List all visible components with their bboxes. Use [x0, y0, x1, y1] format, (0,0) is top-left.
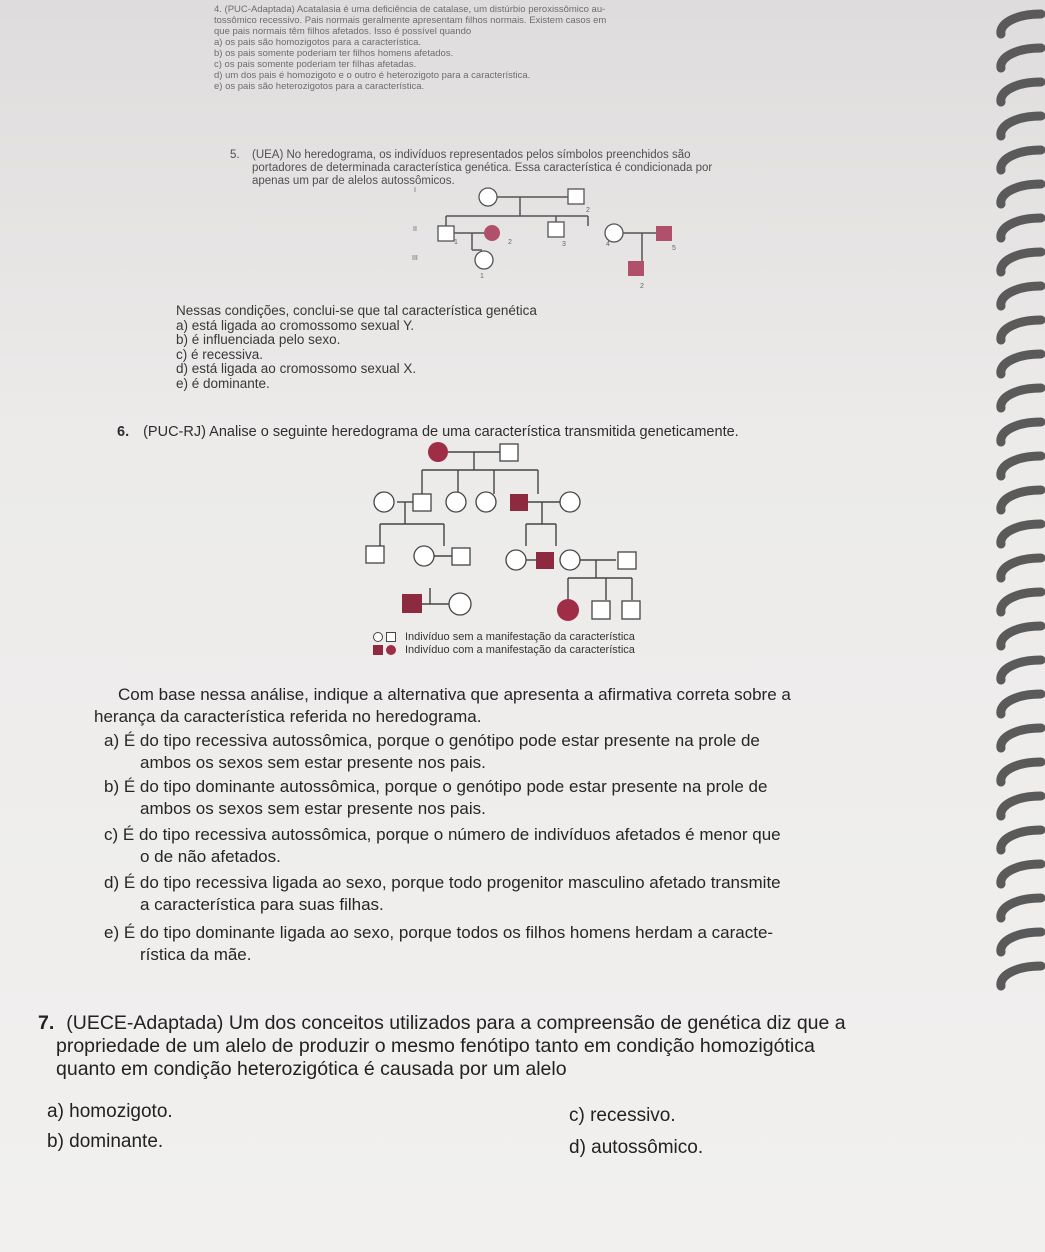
- q6-legend: [373, 630, 635, 656]
- q6-option-c: [94, 824, 994, 868]
- legend-row-unaffected: [373, 630, 635, 643]
- pedigree-female-unaffected: [560, 492, 580, 512]
- question-5: [230, 149, 890, 188]
- q6-option-a-line: a) É do tipo recessiva autossômica, porque o genótipo pode estar presente na prole de: [104, 731, 760, 750]
- q4-option: a) os pais são homozigotos para a característica.: [214, 37, 421, 48]
- ind-label: 2: [586, 207, 590, 214]
- pedigree-male-unaffected: [500, 444, 518, 461]
- q6-option-e-line: e) É do tipo dominante ligada ao sexo, porque todos os filhos homens herdam a caracte-: [104, 923, 774, 942]
- q4-option: c) os pais somente poderiam ter filhas afetadas.: [214, 59, 417, 70]
- gen-label: II: [413, 226, 417, 233]
- q6-option-b-line: ambos os sexos sem estar presente nos pais.: [140, 799, 486, 818]
- circle-filled-icon: [386, 645, 396, 655]
- q5-line: portadores de determinada característica genética. Essa característica é condicionada por: [252, 162, 713, 174]
- q6-stem-line: herança da característica referida no heredograma.: [94, 707, 482, 726]
- pedigree-female-unaffected: [475, 251, 493, 269]
- pedigree-female-unaffected: [449, 593, 471, 615]
- question-7: [38, 1012, 1028, 1081]
- q5-stem: Nessas condições, conclui-se que tal característica genética: [176, 303, 537, 318]
- pedigree-male-unaffected: [592, 601, 610, 619]
- pedigree-female-unaffected: [446, 492, 466, 512]
- q6-option-c-line: o de não afetados.: [140, 847, 281, 866]
- square-outline-icon: [386, 632, 396, 642]
- q5-pedigree: [360, 184, 700, 296]
- pedigree-male-affected: [536, 552, 554, 569]
- q7-option-b: b) dominante.: [47, 1131, 164, 1152]
- q6-option-d-line: a característica para suas filhas.: [140, 895, 384, 914]
- pedigree-female-unaffected: [414, 546, 434, 566]
- pedigree-male-affected: [402, 594, 422, 613]
- ind-label: 2: [508, 239, 512, 246]
- q6-number: 6.: [117, 424, 130, 440]
- ind-label: 4: [606, 241, 610, 248]
- q6-option-c-line: c) É do tipo recessiva autossômica, porque o número de indivíduos afetados é menor que: [104, 825, 781, 844]
- legend-row-affected: [373, 643, 635, 656]
- q6-option-a-line: ambos os sexos sem estar presente nos pais.: [140, 753, 486, 772]
- pedigree-female-unaffected: [479, 188, 497, 206]
- ind-label: 1: [454, 239, 458, 246]
- pedigree-male-unaffected: [438, 226, 454, 241]
- pedigree-female-unaffected: [374, 492, 394, 512]
- q4-option: d) um dos pais é homozigoto e o outro é heterozigoto para a característica.: [214, 70, 531, 81]
- q6-option-b: [94, 776, 994, 820]
- q6-stem-line: Com base nessa análise, indique a alternativa que apresenta a afirmativa correta sobre a: [118, 685, 791, 704]
- q4-line: 4. (PUC-Adaptada) Acatalasia é uma deficiência de catalase, um distúrbio peroxissômico au-: [214, 4, 606, 15]
- pedigree-male-affected: [628, 261, 644, 276]
- pedigree-male-unaffected: [622, 601, 640, 619]
- q5-line: (UEA) No heredograma, os indivíduos representados pelos símbolos preenchidos são: [252, 149, 691, 161]
- question-4: [214, 4, 864, 92]
- ind-label: 5: [672, 245, 676, 252]
- q4-option: b) os pais somente poderiam ter filhos homens afetados.: [214, 48, 454, 59]
- legend-unaffected-label: Indivíduo sem a manifestação da característica: [405, 630, 635, 643]
- q5-answer-block: [176, 304, 537, 391]
- pedigree-female-unaffected: [476, 492, 496, 512]
- gen-label: I: [414, 187, 416, 194]
- circle-outline-icon: [373, 632, 383, 642]
- pedigree-female-unaffected: [506, 550, 526, 570]
- q7-option-a: a) homozigoto.: [47, 1101, 173, 1122]
- pedigree-male-unaffected: [413, 494, 431, 511]
- pedigree-male-unaffected: [618, 552, 636, 569]
- pedigree-male-affected: [510, 494, 528, 511]
- q5-option-c: c) é recessiva.: [176, 346, 264, 362]
- square-filled-icon: [373, 645, 383, 655]
- q6-pedigree: [360, 438, 660, 628]
- ind-label: 1: [480, 273, 484, 280]
- q5-number: 5.: [230, 149, 240, 161]
- q6-option-e: [94, 922, 994, 966]
- pedigree-male-unaffected: [452, 548, 470, 565]
- q5-line: apenas um par de alelos autossômicos.: [252, 175, 455, 187]
- q4-line: tossômico recessivo. Pais normais geralmente apresentam filhos normais. Existem casos em: [214, 15, 607, 26]
- pedigree-female-affected: [557, 599, 579, 621]
- q5-option-a: a) está ligada ao cromossomo sexual Y.: [176, 317, 415, 333]
- pedigree-male-unaffected: [548, 222, 564, 237]
- ind-label: 2: [640, 283, 644, 290]
- q6-option-d-line: d) É do tipo recessiva ligada ao sexo, porque todo progenitor masculino afetado transmite: [104, 873, 781, 892]
- q7-option-c: c) recessivo.: [569, 1105, 676, 1126]
- pedigree-female-unaffected: [560, 550, 580, 570]
- q7-line: quanto em condição heterozigótica é causada por um alelo: [56, 1058, 567, 1080]
- gen-label: III: [412, 255, 418, 262]
- q7-line: propriedade de um alelo de produzir o mesmo fenótipo tanto em condição homozigótica: [56, 1035, 815, 1057]
- q6-option-b-line: b) É do tipo dominante autossômica, porque o genótipo pode estar presente na prole de: [104, 777, 768, 796]
- pedigree-male-unaffected: [568, 189, 584, 204]
- legend-affected-label: Indivíduo com a manifestação da característica: [405, 643, 635, 656]
- q6-option-d: [94, 872, 994, 916]
- pedigree-female-affected: [484, 225, 500, 241]
- q6-title-text: (PUC-RJ) Analise o seguinte heredograma de uma característica transmitida geneticamente.: [143, 424, 739, 440]
- q4-line: que pais normais têm filhos afetados. Isso é possível quando: [214, 26, 472, 37]
- pedigree-male-affected: [656, 226, 672, 241]
- q5-option-e: e) é dominante.: [176, 375, 270, 391]
- q7-number: 7.: [38, 1012, 55, 1034]
- q5-option-d: d) está ligada ao cromossomo sexual X.: [176, 361, 417, 376]
- ind-label: 3: [562, 241, 566, 248]
- pedigree-male-unaffected: [366, 546, 384, 563]
- q4-option: e) os pais são heterozigotos para a característica.: [214, 81, 425, 92]
- q5-option-b: b) é influenciada pelo sexo.: [176, 332, 341, 347]
- pedigree-female-affected: [428, 442, 448, 462]
- q6-option-a: [94, 730, 994, 774]
- q6-body: [94, 684, 994, 966]
- q7-option-d: d) autossômico.: [569, 1137, 704, 1158]
- q6-option-e-line: rística da mãe.: [140, 945, 252, 964]
- q7-line: (UECE-Adaptada) Um dos conceitos utilizados para a compreensão de genética diz que a: [66, 1012, 846, 1034]
- pedigree-female-unaffected: [605, 224, 623, 242]
